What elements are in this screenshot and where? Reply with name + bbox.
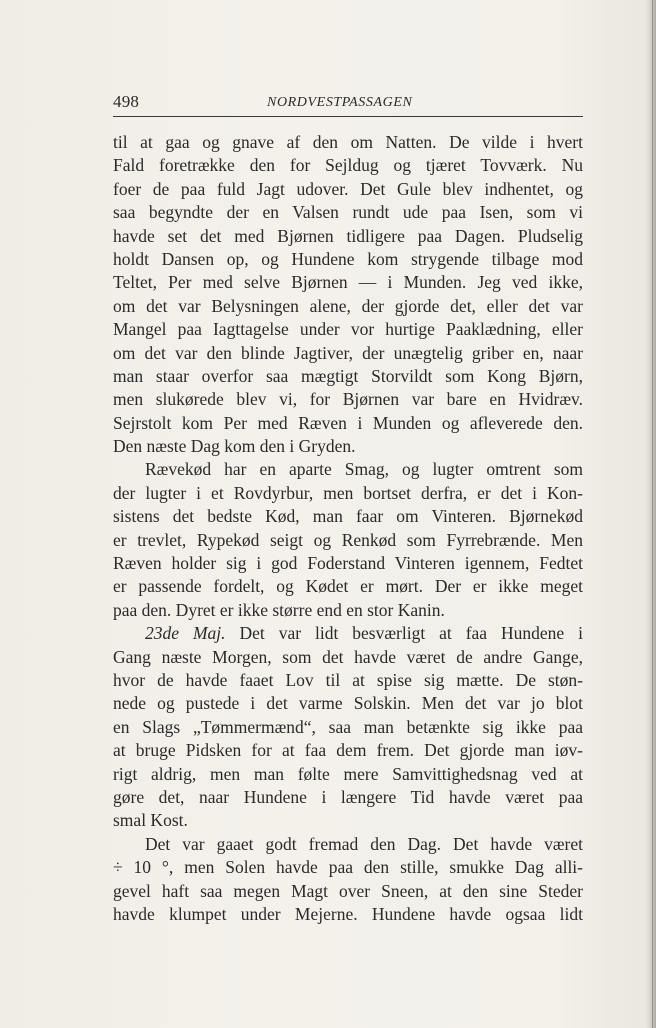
text-line: gøre det, naar Hundene i længere Tid havde været paa [113,786,583,807]
text-line: Rævekød har en aparte Smag, og lugter omtrent som [145,459,583,480]
text-line: Ræven holder sig i god Foderstand Vinteren igennem, Fedtet [113,553,583,574]
running-title: NORDVESTPASSAGEN [267,95,413,110]
text-line: at bruge Pidsken for at faa dem frem. Det gjorde man iøv- [113,740,583,761]
text-line: ÷ 10 °, men Solen havde paa den stille, smukke Dag alli- [113,857,583,878]
text-line: til at gaa og gnave af den om Natten. De vilde i hvert [113,132,583,152]
text-line: der lugter i et Rovdyrbur, men bortset derfra, er det i Kon- [113,482,583,503]
page-edge-shadow [646,0,656,1028]
text-line: rigt aldrig, men man følte mere Samvittighedsnag ved at [113,763,583,784]
text-line: om det var Belysningen alene, der gjorde det, eller det var [113,295,583,316]
text-line: er passende fordelt, og Kødet er mørt. Der er ikke meget [113,576,583,597]
text-line: nede og pustede i det varme Solskin. Men det var jo blot [113,693,583,714]
text-line: havde klumpet under Mejerne. Hundene havde ogsaa lidt [113,903,583,924]
page-edge-line [652,0,653,1028]
text-line: man staar overfor saa mægtigt Storvildt som Kong Bjørn, [113,365,583,386]
text-line: havde set det med Bjørnen tidligere paa Dagen. Pludselig [113,225,583,246]
text-line: gevel haft saa megen Magt over Sneen, at den sine Steder [113,880,583,901]
text-line: holdt Dansen op, og Hundene kom strygende tilbage mod [113,248,583,269]
text-line: Mangel paa Iagttagelse under vor hurtige Paaklædning, eller [113,319,583,340]
header-rule [113,116,583,117]
text-line: hvor de havde faaet Lov til at spise sig mætte. De støn- [113,669,583,690]
text-line: Den næste Dag kom den i Gryden. [113,436,356,457]
text-line: 23de Maj. Det var lidt besværligt at faa Hundene i [145,623,583,644]
page-number: 498 [113,92,140,111]
text-line: sistens det bedste Kød, man faar om Vinteren. Bjørnekød [113,506,583,527]
text-line: om det var den blinde Jagtiver, der unægtelig griber en, naar [113,342,583,363]
text-line: Sejrstolt kom Per med Ræven i Munden og afleverede den. [113,412,583,433]
text-line: Det var gaaet godt fremad den Dag. Det havde været [145,833,583,854]
body-text [113,131,583,926]
text-line: Teltet, Per med selve Bjørnen — i Munden. Jeg ved ikke, [113,272,583,293]
text-line: Gang næste Morgen, som det havde været de andre Gange, [113,646,583,667]
text-line: paa den. Dyret er ikke større end en stor Kanin. [113,599,445,620]
text-line: Fald foretrække den for Sejldug og tjæret Tovværk. Nu [113,155,583,176]
text-line: foer de paa fuld Jagt udover. Det Gule blev indhentet, og [113,178,583,199]
text-line: smal Kost. [113,810,188,831]
text-line: men slukørede blev vi, for Bjørnen var bare en Hvidræv. [113,389,583,410]
text-line: en Slags „Tømmermænd“, saa man betænkte sig ikke paa [113,716,583,737]
date-heading: 23de Maj. [145,623,226,644]
text-line: saa begyndte der en Valsen rundt ude paa Isen, som vi [113,202,583,223]
text-line: er trevlet, Rypekød seigt og Renkød som Fyrrebrænde. Men [113,529,583,550]
